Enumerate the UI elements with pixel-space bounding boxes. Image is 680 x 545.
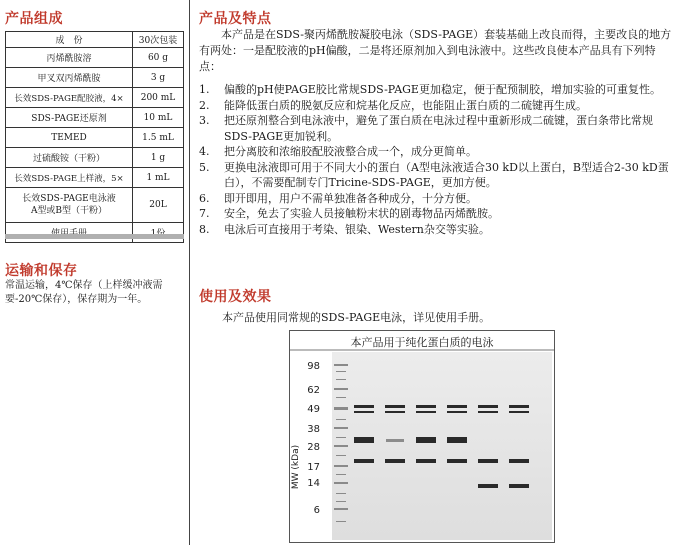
gel-caption: 本产品用于纯化蛋白质的电泳 [350,336,494,349]
ladder-band [334,465,348,467]
list-item: 3. 把还原剂整合到电泳液中，避免了蛋白质在电泳过程中重新形成二硫键，蛋白条带比常规SDS-PAGE更加锐利。 [199,114,653,143]
ladder-band [334,482,348,484]
gel-image [290,331,554,542]
composition-title: 产品组成 [5,11,63,27]
band-lane1-49a [354,405,374,408]
storage-text: 常温运输，4℃保存（上样缓冲液需要-20℃保存），保存期为一年。 [5,280,163,305]
right-column [191,0,680,545]
ladder-band [336,437,346,438]
band-lane2-49a [385,405,405,408]
list-item: 7. 安全，免去了实验人员接触粉末状的剧毒物品丙烯酰胺。 [199,207,499,220]
marker-label: 62 [307,385,320,396]
band-lane5-20 [478,459,498,463]
marker-label: 14 [307,478,320,489]
gel-background [332,352,552,540]
ladder-band [336,521,346,522]
usage-text: 本产品使用同常规的SDS-PAGE电泳，详见使用手册。 [222,311,491,324]
list-item: 8. 电泳后可直接用于考染、银染、Western杂交等实验。 [199,222,490,236]
band-lane5-12 [478,484,498,488]
usage-title: 使用及效果 [199,289,272,305]
features-list [199,82,675,237]
left-column [0,0,190,545]
band-lane4-30 [447,437,467,443]
band-lane2-30 [386,439,404,442]
table-header-quantity: 30次包装 [133,32,184,48]
band-lane5-49a [478,405,498,408]
list-item: 2. 能降低蛋白质的脱氨反应和烷基化反应，也能阻止蛋白质的二硫键再生成。 [199,98,587,112]
ladder-band [334,445,348,447]
composition-table [5,31,184,243]
ladder-band [336,455,346,456]
list-item: 4. 把分离胶和浓缩胶配胶液整合成一个，成分更简单。 [199,145,477,158]
band-lane6-20 [509,459,529,463]
features-intro: 本产品是在SDS-聚丙烯酰胺凝胶电泳（SDS-PAGE）套装基础上改良而得，主要改良的地方有两处：一是配胶液的pH偏酸，二是将还原剂加入到电泳液中。这些改良使本产品具有下列特点： [199,28,672,73]
band-lane2-49b [385,411,405,413]
table-row: 长效SDS-PAGE配胶液，4× 200 mL [6,88,184,108]
list-item: 1. 偏酸的pH使PAGE胶比常规SDS-PAGE更加稳定，便于配预制胶，增加实验的可重复性。 [199,83,661,96]
table-row: 甲叉双丙烯酰胺 3 g [6,68,184,88]
band-lane3-30 [416,437,436,443]
band-lane4-49a [447,405,467,408]
marker-label: 98 [307,361,320,372]
table-row [6,223,184,243]
marker-label: 28 [307,442,320,453]
divider-bar [5,234,184,239]
gel-figure [289,330,555,543]
table-row: 长效SDS-PAGE上样液，5× 1 mL [6,168,184,188]
band-lane2-20 [385,459,405,463]
ladder-band [336,501,346,502]
table-header-component: 成 份 [6,32,133,48]
features-title: 产品及特点 [199,11,272,27]
band-lane6-49a [509,405,529,408]
marker-label: 38 [307,424,320,435]
table-row: TEMED 1.5 mL [6,128,184,148]
band-lane6-12 [509,484,529,488]
band-lane3-20 [416,459,436,463]
ladder-band [336,474,346,475]
ladder-band [336,419,346,420]
table-row: SDS-PAGE还原剂 10 mL [6,108,184,128]
band-lane5-49b [478,411,498,413]
band-lane3-49b [416,411,436,413]
ladder-band [334,388,348,390]
marker-label: 6 [313,505,320,516]
band-lane1-20 [354,459,374,463]
ladder-band [336,397,346,398]
band-lane4-20 [447,459,467,463]
band-lane3-49a [416,405,436,408]
table-row: 过硫酸铵（干粉） 1 g [6,148,184,168]
ladder-band [334,427,348,429]
list-item: 5. 更换电泳液即可用于不同大小的蛋白（A型电泳液适合30 kD以上蛋白，B型适合2-30 kD蛋白），不需要配制专门Tricine-SDS-PAGE，更加方便。 [199,160,669,189]
ladder-band [336,371,346,372]
list-item: 6. 即开即用，用户不需单独准备各种成分，十分方便。 [199,191,477,205]
band-lane4-49b [447,411,467,413]
ladder-band [334,508,348,510]
ladder-band [336,493,346,494]
table-row: 长效SDS-PAGE电泳液 A型或B型（干粉） 20L [6,188,184,223]
ladder-band [334,364,348,366]
band-lane1-30 [354,437,374,443]
band-lane6-49b [509,411,529,413]
band-lane1-49b [354,411,374,413]
ladder-band [334,407,348,410]
marker-label: 49 [307,404,320,415]
ladder-band [336,379,346,380]
storage-title: 运输和保存 [5,263,78,279]
marker-label: 17 [307,462,320,473]
gel-ylabel: MW (kDa) [291,444,301,490]
table-row: 丙烯酰胺溶 60 g [6,48,184,68]
